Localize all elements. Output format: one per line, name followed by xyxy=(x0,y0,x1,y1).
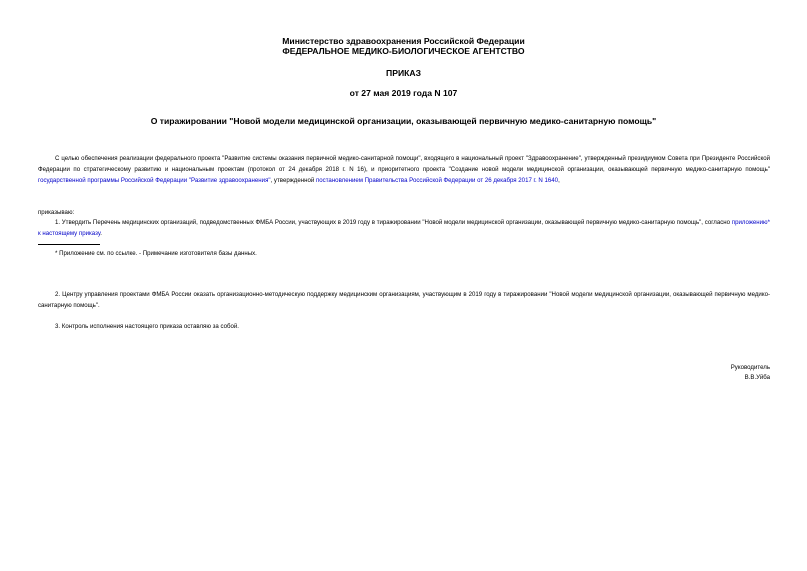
signatory-name: В.В.Уйба xyxy=(744,374,770,381)
ministry-name: Министерство здравоохранения Российской Федерации xyxy=(282,36,525,46)
ordered-label: приказываю: xyxy=(38,209,75,216)
order-item-1 xyxy=(38,217,770,239)
document-title: О тиражировании "Новой модели медицинской организации, оказывающей первичную медико-санитарную помощь" xyxy=(150,116,657,126)
order-item-3: 3. Контроль исполнения настоящего приказа оставляю за собой. xyxy=(55,323,239,330)
state-program-link[interactable]: государственной программы Российской Федерации "Развитие здравоохранения" xyxy=(38,177,271,184)
document-type: ПРИКАЗ xyxy=(386,68,421,78)
agency-name: ФЕДЕРАЛЬНОЕ МЕДИКО-БИОЛОГИЧЕСКОЕ АГЕНТСТВО xyxy=(282,46,525,56)
preamble-text-c: , xyxy=(558,177,560,184)
signatory-position: Руководитель xyxy=(730,364,770,371)
item1-text-b: . xyxy=(100,230,102,237)
signature-block xyxy=(731,363,770,383)
item1-text-a: 1. Утвердить Перечень медицинских организаций, подведомственных ФМБА России, участвующих в 2019 году в тиражировании "Новой модели медицинской организации, оказывающей первичную медико-санитарную помощь", согласно xyxy=(55,219,732,226)
document-date: от 27 мая 2019 года N 107 xyxy=(349,88,458,98)
preamble-text-a: С целью обеспечения реализации федерального проекта "Развитие системы оказания первичной медико-санитарной помощи", входящего в национальный проект "Здравоохранение", утвержденный президиумом Совета при Президенте Российской Федерации по стратегическому развитию и национальным проектам (протокол от 24 декабря 2018 г. N 16), и приоритетного проекта "Создание новой модели медицинской организации, оказывающей первичную медико-санитарную помощь" xyxy=(38,155,770,173)
preamble-text-b: , утвержденной xyxy=(270,177,316,184)
preamble-paragraph xyxy=(38,153,770,186)
footnote-divider xyxy=(38,244,100,245)
appendix-link[interactable]: приложению* к настоящему приказу xyxy=(38,219,770,237)
government-decree-link[interactable]: постановлением Правительства Российской Федерации от 26 декабря 2017 г. N 1640 xyxy=(315,177,559,184)
footnote-text: * Приложение см. по ссылке. - Примечание изготовителя базы данных. xyxy=(55,250,257,257)
order-item-2: 2. Центру управления проектами ФМБА России оказать организационно-методическую поддержку медицинским организациям, участвующим в 2019 году в тиражировании "Новой модели медицинской организации, оказывающей первичную медико-санитарную помощь". xyxy=(38,291,770,309)
